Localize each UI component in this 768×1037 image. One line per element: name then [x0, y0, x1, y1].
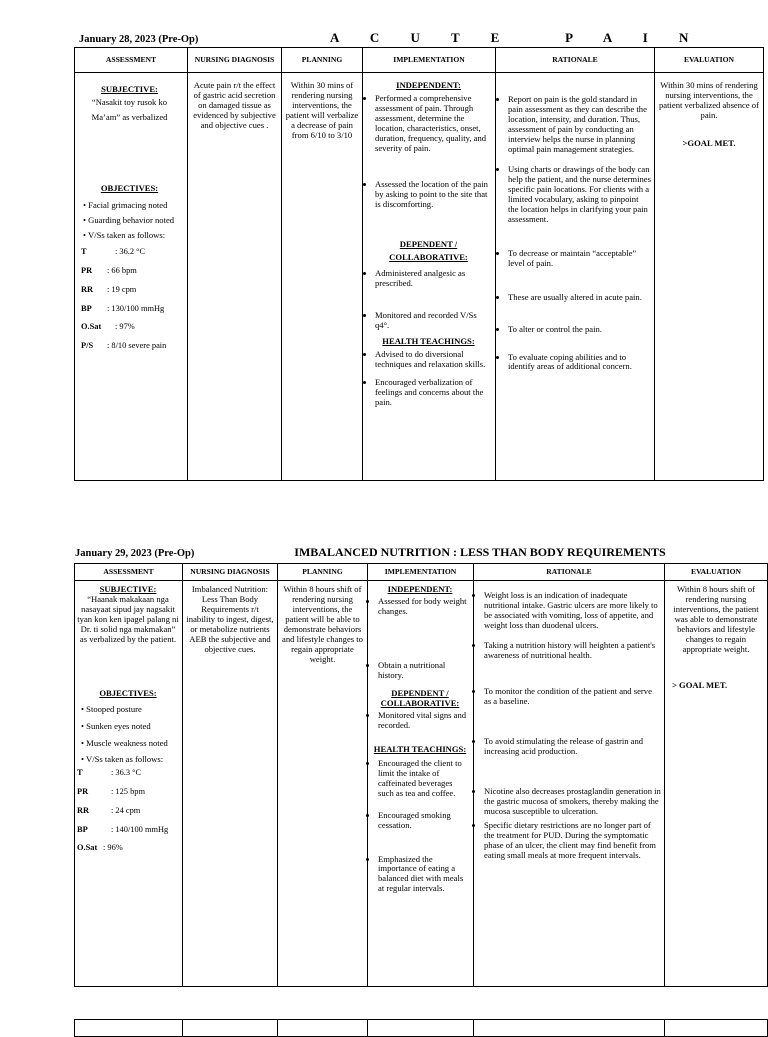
dependent-list: [370, 711, 470, 731]
objective-item: • Guarding behavior noted: [83, 215, 175, 226]
subjective-heading: SUBJECTIVE:: [101, 84, 158, 94]
rationale-list: [498, 95, 651, 372]
rationale-item: • To decrease or maintain “acceptable” level of pain.: [508, 249, 651, 269]
intervention-item: • Performed a comprehensive assessment of pain. Through assessment, determine the location, characteristics, onset, duration, frequency, quality, and severity of pain.: [375, 94, 492, 154]
intervention-item: • Assessed the location of the pain by asking to point to the site that is discomforting.: [375, 180, 492, 210]
plan1-evaluation-cell: [655, 73, 764, 481]
evaluation-text: Within 30 mins of rendering nursing interventions, the patient verbalized absence of pain.: [659, 80, 759, 120]
vital-sign-row: T : 36.3 °C: [77, 768, 142, 778]
plan2-table: [74, 563, 768, 987]
plan1-diagnosis-cell: [188, 73, 282, 481]
independent-list: [365, 94, 492, 210]
col-planning: PLANNING: [282, 48, 363, 73]
independent-heading: INDEPENDENT:: [396, 80, 461, 90]
plan2-evaluation-cell: [665, 581, 768, 987]
vital-sign-row: BP : 130/100 mmHg: [81, 303, 165, 313]
plan1-implementation-cell: [363, 73, 496, 481]
objectives-heading: OBJECTIVES:: [99, 687, 157, 698]
vital-sign-row: O.Sat : 96%: [77, 843, 123, 853]
vital-sign-row: P/S : 8/10 severe pain: [81, 341, 167, 350]
col-nursing-diagnosis: NURSING DIAGNOSIS: [183, 564, 278, 581]
objective-item: • Muscle weakness noted: [81, 737, 168, 748]
evaluation-text: Within 8 hours shift of rendering nursing interventions, the patient was able to demonstrate behaviors and lifestyle changes to regain appropriate weight.: [673, 584, 759, 654]
nursing-diagnosis-text: Imbalanced Nutrition: Less Than Body Requirements r/t inability to ingest, digest, or metabolize nutrients AEB the subjective and objective cues.: [186, 584, 274, 654]
subjective-text: “Nasakit toy rusok ko Ma’am” as verbalized: [91, 96, 168, 122]
dependent-heading: DEPENDENT / COLLABORATIVE:: [389, 238, 468, 263]
plan2-diagnosis-cell: [183, 581, 278, 987]
dependent-list: [365, 269, 492, 331]
intervention-item: • Administered analgesic as prescribed.: [375, 269, 492, 289]
objectives-heading: OBJECTIVES:: [100, 183, 159, 194]
intervention-item: • Obtain a nutritional history.: [378, 661, 470, 681]
objectives-list: [75, 198, 184, 243]
planning-text: Within 30 mins of rendering nursing interventions, the patient will verbalize a decrease of pain from 6/10 to 3/10: [285, 80, 359, 140]
plan2-title: IMBALANCED NUTRITION : LESS THAN BODY REQUIREMENTS: [294, 545, 666, 559]
plan2-rationale-cell: [474, 581, 665, 987]
intervention-item: • Encouraged the client to limit the intake of caffeinated beverages such as tea and coffee.: [378, 759, 470, 799]
col-rationale: RATIONALE: [474, 564, 665, 581]
rationale-item: • Taking a nutrition history will heighten a patient's awareness of nutritional health.: [484, 641, 661, 661]
health-teachings-list: [365, 350, 492, 408]
health-teachings-heading: HEALTH TEACHINGS:: [382, 336, 475, 347]
health-teachings-heading: HEALTH TEACHINGS:: [373, 743, 467, 754]
plan2-body-row: [75, 581, 768, 987]
intervention-item: • Encouraged verbalization of feelings and concerns about the pain.: [375, 378, 492, 408]
plan3-header-row: [75, 1020, 768, 1037]
goal-met-label: > GOAL MET.: [672, 679, 728, 690]
rationale-item: • Specific dietary restrictions are no longer part of the treatment for PUD. During the symptomatic phase of an ulcer, the client may find benefit from eating small meals at more frequent intervals.: [484, 821, 661, 861]
vital-sign-row: PR : 66 bpm: [81, 266, 137, 275]
vital-sign-row: RR : 24 cpm: [77, 805, 141, 815]
col-implementation: IMPLEMENTATION: [363, 48, 496, 73]
health-teachings-list: [370, 759, 470, 895]
vital-sign-row: O.Sat : 97%: [81, 322, 135, 332]
col-assessment: ASSESSMENT: [75, 48, 188, 73]
plan2-implementation-cell: [368, 581, 474, 987]
objective-item: • V/Ss taken as follows:: [81, 754, 164, 765]
objective-item: • V/Ss taken as follows:: [83, 230, 166, 241]
plan1-date: January 28, 2023 (Pre-Op): [79, 34, 199, 45]
rationale-item: • Report on pain is the gold standard in pain assessment as they can describe the location, intensity, and duration. Thus, assessment of pain by conducting an interview helps the nurse in planning optimal pain management strategies.: [508, 95, 651, 155]
col-assessment: ASSESSMENT: [75, 564, 183, 581]
col-nursing-diagnosis: NURSING DIAGNOSIS: [188, 48, 282, 73]
plan2-assessment-cell: [75, 581, 183, 987]
col-planning: PLANNING: [278, 564, 368, 581]
rationale-item: • Weight loss is an indication of inadequate nutritional intake. Gastric ulcers are more likely to be associated with vomiting, loss of appetite, and weight loss than duodenal ulcers.: [484, 591, 661, 631]
subjective-text: “Haanak makakaan nga nasayaat sipud jay nagsakit tyan kon ken ipagel palang ni Dr. ti solid nga makmakan” as verbalized by the patient.: [77, 593, 179, 644]
plan1-body-row: [75, 73, 764, 481]
planning-text: Within 8 hours shift of rendering nursing interventions, the patient will be able to demonstrate behaviors and lifestyle changes to regain appropriate weight.: [282, 584, 363, 664]
col-rationale: RATIONALE: [496, 48, 655, 73]
rationale-item: • Nicotine also decreases prostaglandin generation in the gastric mucosa of smokers, thereby making the mucosa susceptible to ulceration.: [484, 787, 661, 817]
plan2-planning-cell: [278, 581, 368, 987]
intervention-item: • Encouraged smoking cessation.: [378, 811, 470, 831]
dependent-heading: DEPENDENT / COLLABORATIVE:: [380, 687, 460, 708]
plan1-title: A C U T E P A I N: [330, 30, 703, 45]
plan2-date: January 29, 2023 (Pre-Op): [75, 548, 195, 559]
plan3-table-partial: [74, 1019, 768, 1037]
plan1-header-row: [75, 48, 764, 73]
rationale-item: • To monitor the condition of the patient and serve as a baseline.: [484, 687, 661, 707]
vital-sign-row: BP : 140/100 mmHg: [77, 824, 169, 834]
plan2-header-row: [75, 564, 768, 581]
vital-sign-row: PR : 125 bpm: [77, 787, 145, 797]
objective-item: • Sunken eyes noted: [81, 720, 151, 731]
rationale-item: • To alter or control the pain.: [508, 325, 651, 335]
subjective-heading: SUBJECTIVE:: [99, 584, 157, 594]
intervention-item: • Advised to do diversional techniques and relaxation skills.: [375, 350, 492, 370]
objective-item: • Stooped posture: [81, 703, 142, 714]
plan1-table: [74, 47, 764, 481]
intervention-item: • Monitored and recorded V/Ss q4°.: [375, 311, 492, 331]
rationale-item: • To avoid stimulating the release of gastrin and increasing acid production.: [484, 737, 661, 757]
plan1-assessment-cell: [75, 73, 188, 481]
rationale-item: • Using charts or drawings of the body can help the patient, and the nurse determines specific pain locations. For clients with a limited vocabulary, asking to pinpoint the location helps in clarifying your pain assessment.: [508, 165, 651, 225]
objectives-list: [77, 703, 179, 767]
goal-met-label: >GOAL MET.: [682, 137, 736, 148]
plan1-rationale-cell: [496, 73, 655, 481]
objective-item: • Facial grimacing noted: [83, 200, 168, 211]
vital-sign-row: T : 36.2 °C: [81, 247, 146, 257]
rationale-item: • To evaluate coping abilities and to identify areas of additional concern.: [508, 353, 651, 373]
intervention-item: • Assessed for body weight changes.: [378, 597, 470, 617]
independent-heading: INDEPENDENT:: [387, 584, 453, 594]
col-evaluation: EVALUATION: [655, 48, 764, 73]
rationale-item: • These are usually altered in acute pain.: [508, 293, 651, 303]
independent-list: [370, 597, 470, 681]
intervention-item: • Monitored vital signs and recorded.: [378, 711, 470, 731]
rationale-list: [476, 591, 661, 860]
plan1-planning-cell: [282, 73, 363, 481]
nursing-diagnosis-text: Acute pain r/t the effect of gastric acid secretion on damaged tissue as evidenced by subjective and objective cues .: [193, 80, 276, 130]
vital-sign-row: RR : 19 cpm: [81, 284, 137, 294]
intervention-item: • Emphasized the importance of eating a balanced diet with meals at regular intervals.: [378, 855, 470, 895]
col-implementation: IMPLEMENTATION: [368, 564, 474, 581]
col-evaluation: EVALUATION: [665, 564, 768, 581]
